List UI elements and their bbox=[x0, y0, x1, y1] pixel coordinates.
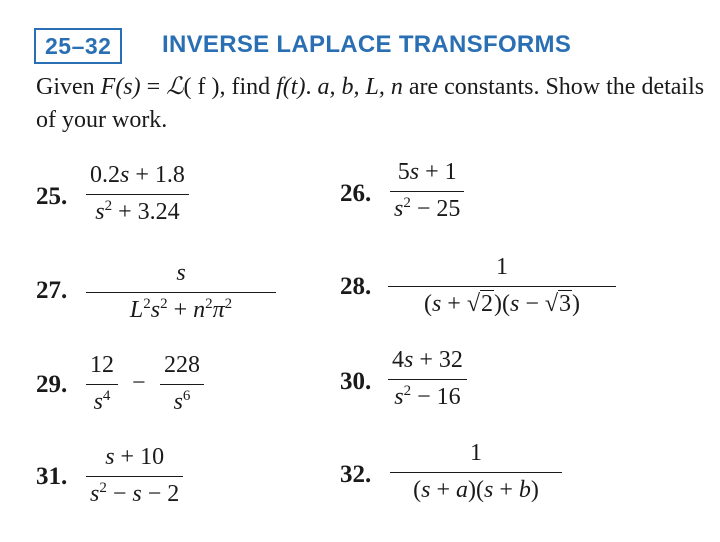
denominator: $s^6$ bbox=[173, 388, 191, 415]
numerator: 12 bbox=[90, 352, 114, 378]
intro-Fs: F(s) bbox=[100, 74, 141, 100]
denominator: $L^2s^2 + n^2\pi^2$ bbox=[129, 296, 233, 323]
problem-number: 30. bbox=[340, 368, 372, 395]
intro-consts: a, b, L, n bbox=[317, 74, 403, 100]
denominator: $s^4$ bbox=[93, 388, 111, 415]
denominator: $s^2 - s - 2$ bbox=[90, 480, 180, 507]
fraction bbox=[390, 157, 464, 224]
problem-range-badge: 25–32 bbox=[34, 28, 122, 64]
intro-eq: = bbox=[140, 74, 167, 100]
denominator: $s^2 + 3.24$ bbox=[95, 198, 180, 225]
denominator: $s^2 - 25$ bbox=[394, 195, 461, 222]
fraction bbox=[86, 258, 276, 325]
intro-ft: f(t) bbox=[276, 74, 306, 100]
denominator: (s + √2)(s − √3) bbox=[423, 291, 581, 317]
instructions bbox=[36, 70, 706, 137]
fraction bbox=[86, 442, 183, 509]
numerator: 0.2s + 1.8 bbox=[90, 162, 185, 188]
numerator: 228 bbox=[164, 352, 200, 378]
section-title: INVERSE LAPLACE TRANSFORMS bbox=[162, 31, 572, 58]
minus-operator: − bbox=[132, 370, 146, 396]
fraction bbox=[86, 160, 189, 227]
fraction bbox=[388, 345, 467, 412]
intro-given: Given bbox=[36, 74, 95, 100]
numerator: 1 bbox=[470, 440, 482, 466]
numerator: s bbox=[176, 260, 186, 286]
sqrt-3: √3 bbox=[544, 291, 572, 317]
problem-number: 28. bbox=[340, 273, 372, 300]
problem-number: 31. bbox=[36, 463, 68, 490]
problem-number: 29. bbox=[36, 371, 68, 398]
numerator: 5s + 1 bbox=[397, 159, 457, 185]
problem-number: 26. bbox=[340, 180, 372, 207]
problem-number: 27. bbox=[36, 277, 68, 304]
intro-rest: are constants. Show the details of your work. bbox=[36, 74, 705, 133]
fraction bbox=[390, 438, 562, 505]
fraction bbox=[388, 252, 616, 319]
laplace-symbol: ℒ bbox=[166, 72, 184, 100]
fraction-a bbox=[86, 350, 118, 417]
fraction-b bbox=[160, 350, 204, 417]
problem-number: 25. bbox=[36, 183, 68, 210]
intro-f-arg: ( f ), bbox=[183, 74, 226, 100]
numerator: 1 bbox=[496, 254, 508, 280]
section-header bbox=[34, 22, 694, 66]
intro-find: find bbox=[225, 74, 277, 100]
numerator: 4s + 32 bbox=[392, 347, 463, 373]
intro-dot: . bbox=[305, 74, 318, 100]
denominator: $s^2 - 16$ bbox=[394, 383, 461, 410]
numerator: s + 10 bbox=[105, 444, 165, 470]
sqrt-2: √2 bbox=[466, 291, 493, 317]
denominator: (s + a)(s + b) bbox=[413, 477, 539, 503]
problem-number: 32. bbox=[340, 461, 372, 488]
